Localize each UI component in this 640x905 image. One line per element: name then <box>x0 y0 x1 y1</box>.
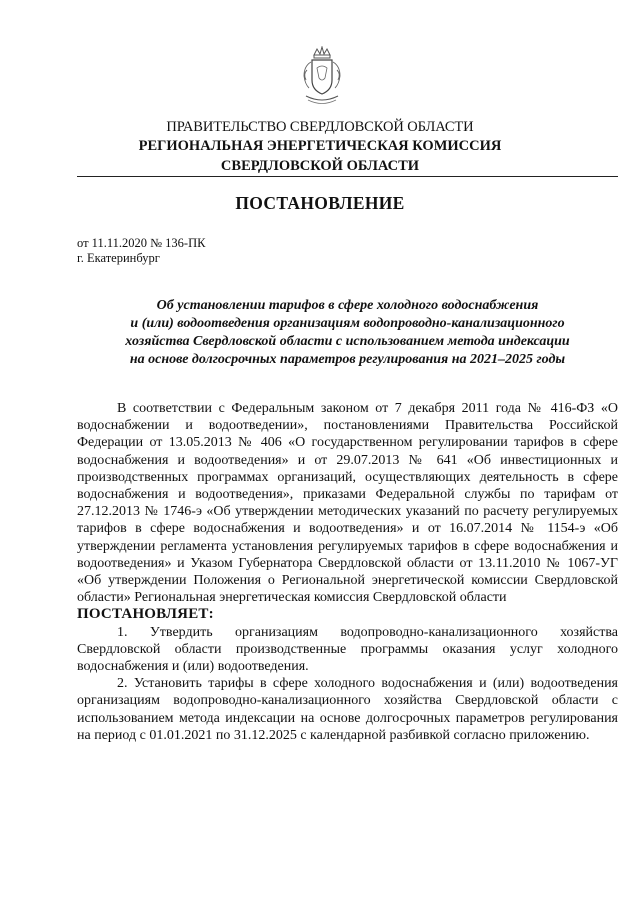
header-region: СВЕРДЛОВСКОЙ ОБЛАСТИ <box>220 158 420 174</box>
header-government: ПРАВИТЕЛЬСТВО СВЕРДЛОВСКОЙ ОБЛАСТИ <box>166 119 474 135</box>
header-commission: РЕГИОНАЛЬНАЯ ЭНЕРГЕТИЧЕСКАЯ КОМИССИЯ <box>138 138 502 154</box>
subject-line: и (или) водоотведения организациям водопроводно-канализационного <box>130 316 565 331</box>
header-divider <box>77 176 618 177</box>
subject-line: на основе долгосрочных параметров регулирования на 2021–2025 годы <box>129 352 566 367</box>
document-city: г. Екатеринбург <box>77 251 160 265</box>
decree-item-2: 2. Установить тарифы в сфере холодного водоснабжения и (или) водоотведения организациям водопроводно-канализационного хозяйства Свердловской области с использованием метода индексации на основе долгосрочных параметров регулирования на период с 01.01.2021 по 31.12.2025 с календарной разбивкой согласно приложению. <box>77 676 618 743</box>
document-date-number: от 11.11.2020 № 136-ПК <box>77 236 206 250</box>
document-type: ПОСТАНОВЛЕНИЕ <box>235 193 405 213</box>
decree-heading: ПОСТАНОВЛЯЕТ: <box>77 606 214 623</box>
subject-line: хозяйства Свердловской области с использованием метода индексации <box>125 334 570 349</box>
document-body <box>77 400 618 744</box>
subject-line: Об установлении тарифов в сфере холодного водоснабжения <box>156 298 539 313</box>
decree-item-1: 1. Утвердить организациям водопроводно-канализационного хозяйства Свердловской области производственные программы оказания услуг холодного водоснабжения и (или) водоотведения. <box>77 624 618 675</box>
coat-of-arms-icon <box>300 46 344 108</box>
preamble-paragraph: В соответствии с Федеральным законом от 7 декабря 2011 года № 416-ФЗ «О водоснабжении и водоотведении», постановлениями Правительства Российской Федерации от 13.05.2013 № 406 «О государственном регулировании тарифов в сфере водоснабжения и водоотведения» и от 29.07.2013 № 641 «Об инвестиционных и производственных программах организаций, осуществляющих деятельность в сфере водоснабжения и водоотведения», приказами Федеральной службы по тарифам от 27.12.2013 № 1746-э «Об утверждении методических указаний по расчету регулируемых тарифов в сфере водоснабжения и водоотведения» и от 16.07.2014 № 1154-э «Об утверждении регламента установления регулируемых тарифов в сфере водоснабжения и водоотведения» и Указом Губернатора Свердловской области от 13.11.2010 № 1067-УГ «Об утверждении Положения о Региональной энергетической комиссии Свердловской области» Региональная энергетическая комиссия Свердловской области <box>77 401 618 606</box>
document-subject <box>77 297 618 369</box>
